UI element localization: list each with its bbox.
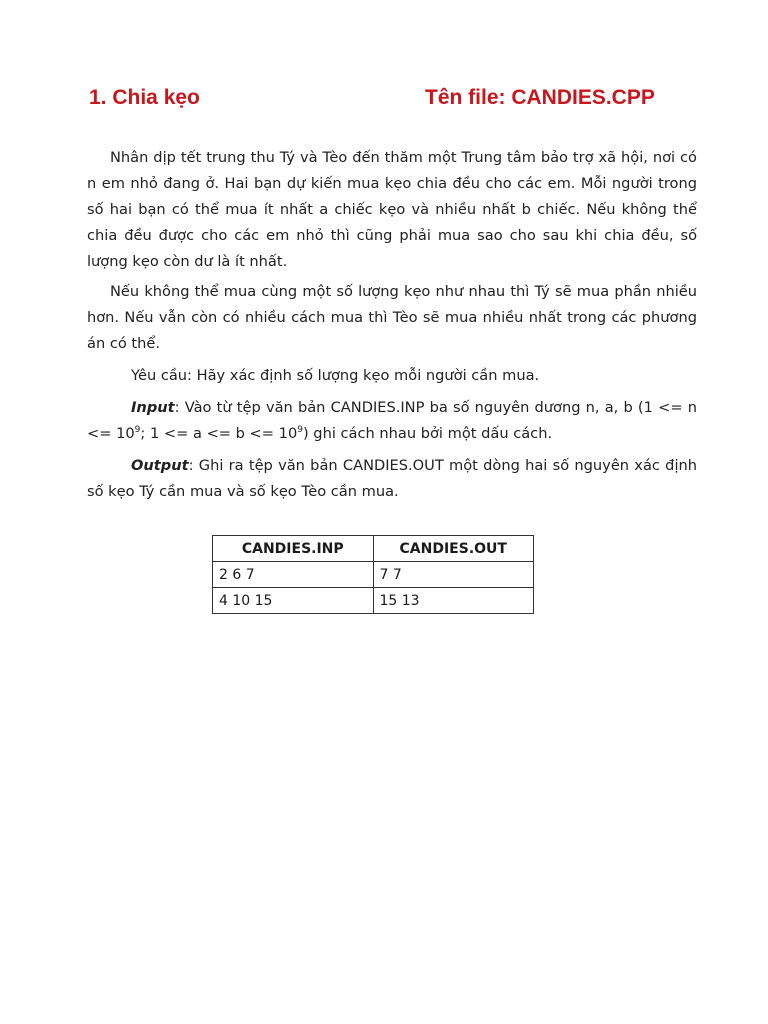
problem-header xyxy=(89,86,709,120)
input-spec xyxy=(87,395,697,447)
input-exponent-2: 9 xyxy=(297,425,303,436)
output-label: Output xyxy=(131,457,189,474)
table-row xyxy=(213,588,534,614)
table-header-row xyxy=(213,536,534,562)
header-output-file: CANDIES.OUT xyxy=(373,536,534,562)
sample-table xyxy=(212,535,534,614)
input-text-part2: ; 1 <= a <= b <= 10 xyxy=(140,425,298,442)
sample-output-cell: 7 7 xyxy=(373,562,534,588)
input-text-part1: : Vào từ tệp văn bản CANDIES.INP ba số nguyên dương n, a, b (1 <= n <= 10 xyxy=(87,399,697,442)
table-row xyxy=(213,562,534,588)
output-text: : Ghi ra tệp văn bản CANDIES.OUT một dòng hai số nguyên xác định số kẹo Tý cần mua và số kẹo Tèo cần mua. xyxy=(87,457,697,500)
requirement-line: Yêu cầu: Hãy xác định số lượng kẹo mỗi người cần mua. xyxy=(131,367,540,384)
input-exponent-1: 9 xyxy=(134,425,141,436)
paragraph-rules: Nếu không thể mua cùng một số lượng kẹo như nhau thì Tý sẽ mua phần nhiều hơn. Nếu vẫn còn có nhiều cách mua thì Tèo sẽ mua nhiều nhất trong các phương án có thể. xyxy=(87,283,697,352)
input-text-part3: ) ghi cách nhau bởi một dấu cách. xyxy=(302,425,553,442)
input-label: Input xyxy=(131,399,175,416)
output-spec xyxy=(87,453,697,505)
problem-title: 1. Chia kẹo xyxy=(89,86,200,109)
sample-output-cell: 15 13 xyxy=(373,588,534,614)
paragraph-story: Nhân dịp tết trung thu Tý và Tèo đến thăm một Trung tâm bảo trợ xã hội, nơi có n em nhỏ đang ở. Hai bạn dự kiến mua kẹo chia đều cho các em. Mỗi người trong số hai bạn có thể mua ít nhất a chiếc kẹo và nhiều nhất b chiếc. Nếu không thể chia đều được cho các em nhỏ thì cũng phải mua sao cho sau khi chia đều, số lượng kẹo còn dư là ít nhất. xyxy=(87,149,697,270)
file-name: Tên file: CANDIES.CPP xyxy=(425,86,655,109)
problem-statement xyxy=(87,145,697,509)
sample-input-cell: 2 6 7 xyxy=(213,562,374,588)
sample-input-cell: 4 10 15 xyxy=(213,588,374,614)
header-input-file: CANDIES.INP xyxy=(213,536,374,562)
